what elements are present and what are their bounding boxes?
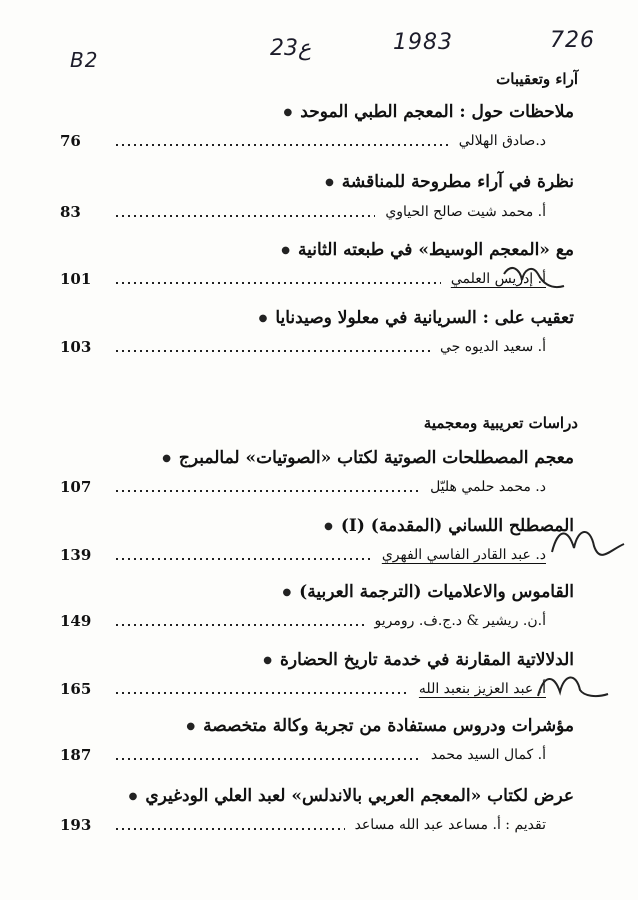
handwritten-code: 23ع [270, 36, 312, 61]
entry-title: عرض لكتاب «المعجم العربي بالاندلس» لعبد العلي الودغيري ● [128, 786, 574, 806]
entry-title: مع «المعجم الوسيط» في طبعته الثانية ● [281, 240, 574, 260]
author: أ. كمال السيد محمد [430, 747, 546, 763]
dot-leader [116, 490, 420, 492]
author: د.صادق الهلالي [458, 133, 546, 149]
entry-title: ملاحظات حول : المعجم الطبي الموحد ● [283, 102, 574, 122]
bullet-icon: ● [324, 520, 333, 532]
dot-leader [116, 350, 430, 352]
bullet-icon: ● [281, 244, 290, 256]
dot-leader [116, 558, 372, 560]
handwritten-mark-icon [534, 666, 614, 706]
entry-line [60, 336, 546, 358]
dot-leader [116, 144, 449, 146]
author: د. محمد حلمي هليّل [430, 479, 546, 495]
handwritten-b2: B2 [70, 48, 99, 72]
author: تقديم : أ. مساعد عبد الله مساعد [354, 817, 546, 833]
entry-title: الدلالاتية المقارنة في خدمة تاريخ الحضارة ● [263, 650, 574, 670]
section-title-studies: دراسات تعريبية ومعجمية [423, 414, 578, 432]
page-number: 101 [60, 270, 92, 288]
author: أ. سعيد الديوه جي [439, 339, 546, 355]
author: د. عبد القادر الفاسي الفهري [381, 547, 546, 563]
page-number: 187 [60, 746, 92, 764]
entry-line [60, 476, 546, 498]
bullet-icon: ● [258, 312, 268, 324]
bullet-icon: ● [325, 176, 334, 188]
bullet-icon: ● [283, 106, 293, 118]
entry-line [60, 130, 546, 152]
dot-leader [116, 282, 441, 284]
entry-line [60, 744, 546, 766]
entry-line [60, 610, 546, 632]
entry-line [60, 814, 546, 836]
entry-title: تعقيب على : السريانية في معلولا وصيدنايا ● [258, 308, 574, 328]
page-number: 165 [60, 680, 92, 698]
entry-title: نظرة في آراء مطروحة للمناقشة ● [325, 172, 574, 192]
page-number: 83 [60, 203, 81, 221]
page-number: 107 [60, 478, 92, 496]
dot-leader [116, 828, 345, 830]
handwritten-mark-icon [548, 520, 628, 570]
bullet-icon: ● [186, 720, 196, 732]
entry-title: معجم المصطلحات الصوتية لكتاب «الصوتيات» لمالمبرج ● [162, 448, 574, 468]
handwritten-year: 1983 [393, 30, 453, 55]
entry-line [60, 678, 546, 700]
dot-leader [116, 758, 421, 760]
author: أ. عبد العزيز بنعبد الله [418, 681, 546, 697]
dot-leader [116, 624, 365, 626]
dot-leader [116, 215, 375, 217]
bullet-icon: ● [282, 586, 292, 598]
page-number: 193 [60, 816, 92, 834]
entry-line [60, 201, 546, 223]
author: أ. محمد شيت صالح الحياوي [385, 204, 546, 220]
entry-title: المصطلح اللساني (المقدمة) (I) ● [324, 516, 574, 536]
entry-line [60, 268, 546, 290]
dot-leader [116, 692, 409, 694]
page-number: 149 [60, 612, 92, 630]
handwritten-number: 726 [550, 28, 595, 53]
page-number: 139 [60, 546, 92, 564]
bullet-icon: ● [263, 654, 272, 666]
entry-title: القاموس والاعلاميات (الترجمة العربية) ● [282, 582, 574, 602]
page-number: 103 [60, 338, 92, 356]
author: أ. إدريس العلمي [450, 271, 546, 287]
page-number: 76 [60, 132, 81, 150]
author: أ.ن. ريشير & د.ج.ف. رومريو [374, 613, 546, 629]
bullet-icon: ● [162, 452, 171, 464]
entry-title: مؤشرات ودروس مستفادة من تجربة وكالة متخصصة ● [186, 716, 574, 736]
entry-line [60, 544, 546, 566]
section-title-reviews: آراء وتعقيبات [496, 70, 578, 88]
bullet-icon: ● [128, 790, 138, 802]
handwritten-mark-icon [498, 260, 570, 310]
